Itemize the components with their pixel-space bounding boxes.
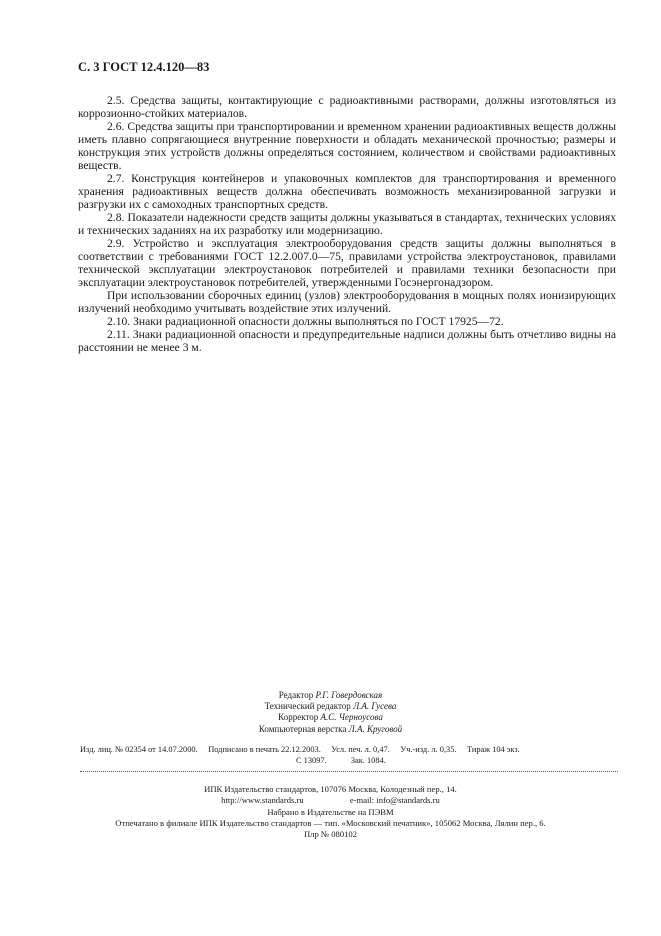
paragraph-2-9-note: При использовании сборочных единиц (узлов) электрооборудования в мощных полях ионизирующих излучений необходимо учитывать воздействие этих излучений. bbox=[78, 289, 616, 315]
paragraph-2-10: 2.10. Знаки радиационной опасности должны выполняться по ГОСТ 17925—72. bbox=[107, 315, 504, 328]
paragraph-2-7: 2.7. Конструкция контейнеров и упаковочных комплектов для транспортирования и временного хранения радиоактивных веществ должна обеспечивать возможность механизированной загрузки и разгрузки их с самоходных транспортных средств. bbox=[78, 172, 616, 211]
paragraph-2-5: 2.5. Средства защиты, контактирующие с радиоактивными растворами, должны изготовляться из коррозионно-стойких материалов. bbox=[78, 94, 616, 120]
printed-sheets: Усл. печ. л. 0,47. bbox=[331, 745, 390, 754]
publisher-email: e-mail: info@standards.ru bbox=[349, 795, 440, 806]
credit-editor: Редактор Р.Г. Говердовская bbox=[278, 690, 383, 700]
credit-proofreader: Корректор А.С. Черноусова bbox=[278, 712, 383, 723]
print-details bbox=[80, 744, 620, 766]
print-details-row bbox=[80, 744, 620, 755]
publisher-website: http://www.standards.ru bbox=[221, 795, 304, 806]
print-code: С 13097. bbox=[296, 756, 327, 765]
credit-technical-editor: Технический редактор Л.А. Гусева bbox=[264, 701, 397, 712]
page-header: С. 3 ГОСТ 12.4.120—83 bbox=[78, 60, 210, 74]
paragraph-2-6: 2.6. Средства защиты при транспортировании и временном хранении радиоактивных веществ должны иметь плавно сопрягающиеся внутренние поверхности и обладать механической прочностью; размеры и конструкция этих устройств должны определяться состоянием, количеством и свойствами радиоактивных веществ. bbox=[78, 120, 616, 172]
divider-line bbox=[80, 771, 618, 772]
credit-layout: Компьютерная верстка Л.А. Круговой bbox=[258, 723, 403, 734]
publisher-contacts bbox=[0, 795, 661, 806]
printed-at-note: Отпечатано в филиале ИПК Издательство стандартов — тип. «Московский печатник», 105062 Москва, Лялин пер., 6. bbox=[115, 817, 546, 828]
typeset-note: Набрано в Издательстве на ПЭВМ bbox=[267, 806, 394, 817]
edit-sheets: Уч.-изд. л. 0,35. bbox=[400, 745, 457, 754]
paragraph-2-11: 2.11. Знаки радиационной опасности и предупредительные надписи должны быть отчетливо видны на расстоянии не менее 3 м. bbox=[78, 328, 616, 354]
signed-date: Подписано в печать 22.12.2003. bbox=[208, 745, 321, 754]
publisher-info bbox=[0, 784, 661, 840]
plr-number: Плр № 080102 bbox=[303, 829, 358, 840]
license-number: Изд. лиц. № 02354 от 14.07.2000. bbox=[80, 745, 198, 754]
editorial-credits bbox=[0, 690, 661, 735]
document-body bbox=[78, 94, 616, 354]
paragraph-2-8: 2.8. Показатели надежности средств защиты должны указываться в стандартах, технических условиях и технических заданиях на их разработку или модернизацию. bbox=[78, 211, 616, 237]
circulation: Тираж 104 экз. bbox=[466, 745, 520, 754]
order-number: Зак. 1084. bbox=[350, 756, 386, 765]
publisher-address: ИПК Издательство стандартов, 107076 Москва, Колодезный пер., 14. bbox=[204, 784, 457, 794]
print-details-row-2 bbox=[80, 755, 620, 766]
paragraph-2-9: 2.9. Устройство и эксплуатация электрооборудования средств защиты должны выполняться в соответствии с требованиями ГОСТ 12.2.007.0—75, правилами устройства электроустановок, правилами технической эксплуатации электроустановок потребителей и правилами техники безопасности при эксплуатации электроустановок потребителей, утвержденными Госэнергонадзором. bbox=[78, 237, 616, 289]
